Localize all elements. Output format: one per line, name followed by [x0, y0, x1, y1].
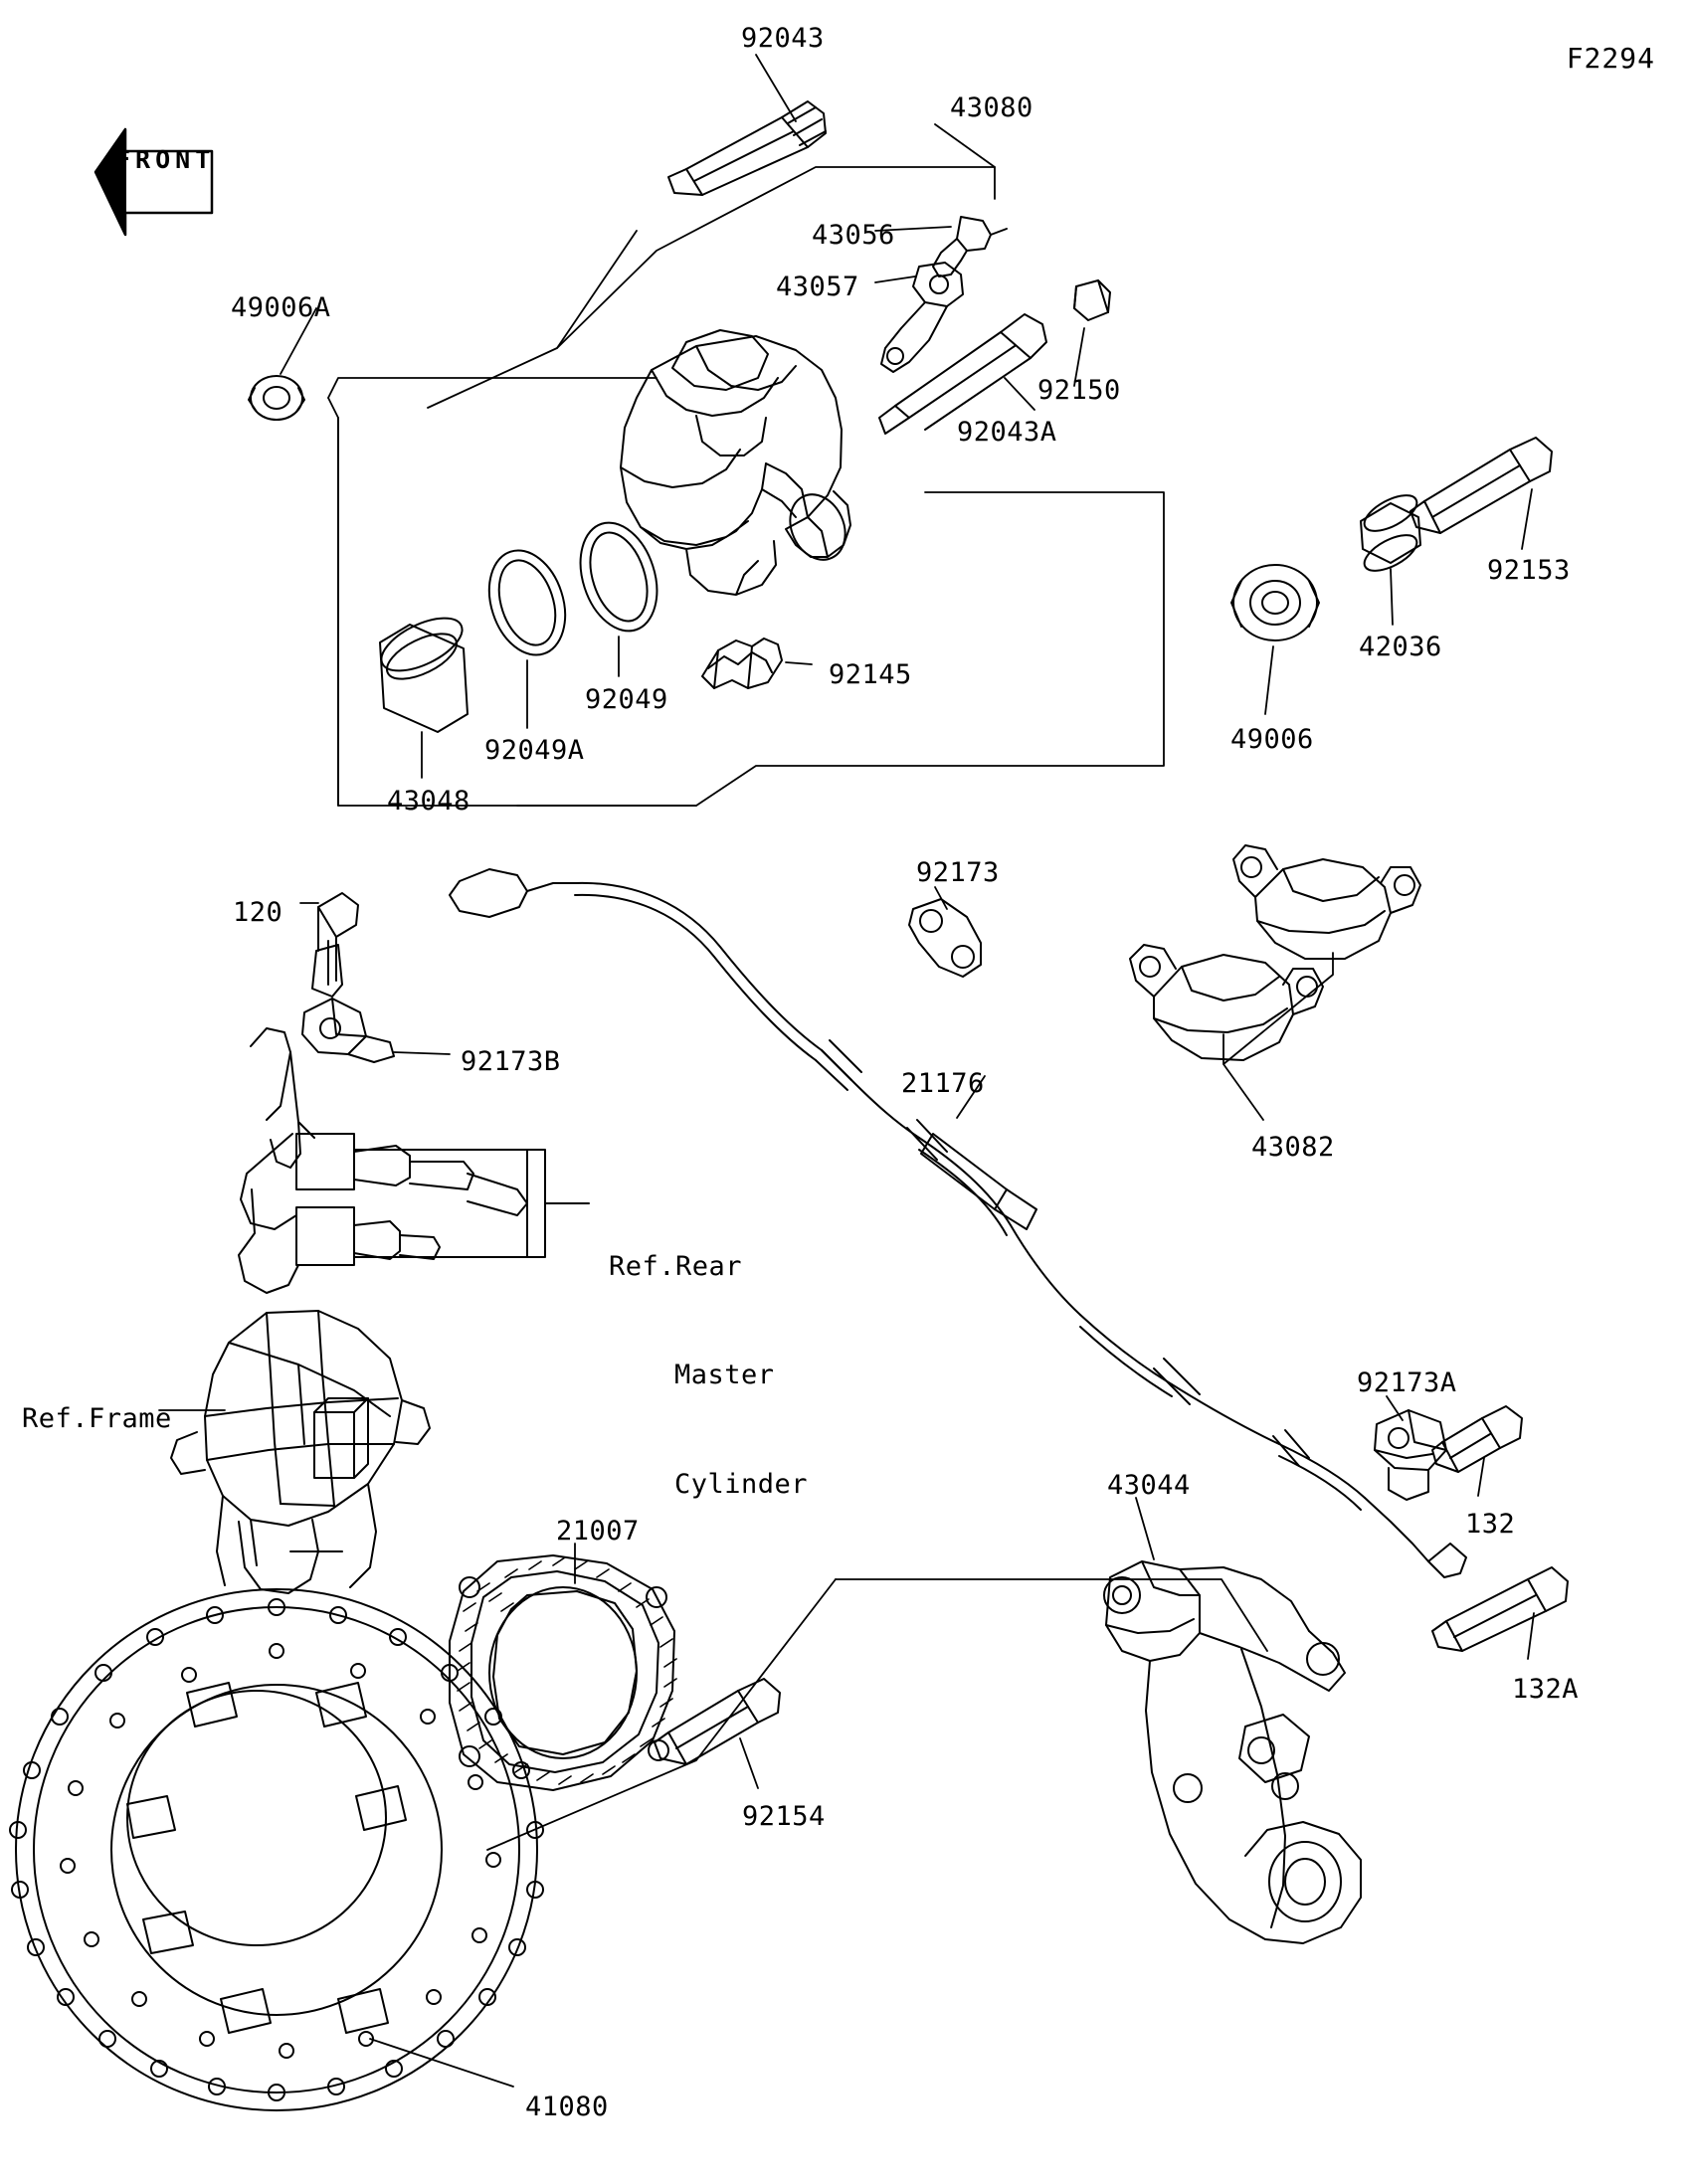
part-label-92043a[interactable]: 92043A [957, 417, 1057, 448]
caliper-slide-bolt [668, 101, 826, 195]
plug-92150 [1074, 280, 1110, 320]
bolt-120 [312, 893, 358, 997]
dust-seal-49006 [1231, 565, 1319, 640]
part-label-21007[interactable]: 21007 [556, 1516, 640, 1547]
part-label-43056[interactable]: 43056 [812, 220, 895, 251]
part-label-49006[interactable]: 49006 [1230, 724, 1314, 755]
caliper-holder-43044 [1104, 1561, 1361, 1943]
part-label-92043[interactable]: 92043 [741, 23, 825, 54]
part-label-43048[interactable]: 43048 [387, 786, 470, 817]
part-label-42036[interactable]: 42036 [1359, 632, 1442, 662]
hose-clamp-92173b [302, 999, 394, 1062]
collar-42036 [1359, 488, 1421, 578]
part-label-92049a[interactable]: 92049A [484, 735, 585, 766]
sensor-bracket-92173a [1375, 1410, 1446, 1500]
seal-92049 [567, 513, 669, 641]
dust-seal-49006a [249, 376, 304, 420]
bolt-92153 [1410, 438, 1552, 533]
part-label-21176[interactable]: 21176 [901, 1068, 985, 1099]
diagram-code: F2294 [1566, 42, 1655, 75]
part-label-92153[interactable]: 92153 [1487, 555, 1571, 586]
part-label-92049[interactable]: 92049 [585, 684, 668, 715]
bleed-valve [933, 217, 1007, 276]
pulser-ring-21007 [450, 1555, 676, 1790]
reference-label-rear-master-cylinder[interactable] [609, 1177, 808, 1575]
part-label-132a[interactable]: 132A [1512, 1674, 1580, 1705]
part-label-43057[interactable]: 43057 [776, 272, 859, 302]
pad-spring-92145 [702, 638, 782, 688]
leader-lines-upper [281, 227, 1532, 778]
part-label-43082[interactable]: 43082 [1251, 1132, 1335, 1163]
part-label-92173[interactable]: 92173 [916, 857, 1000, 888]
part-label-92154[interactable]: 92154 [742, 1801, 826, 1832]
part-label-92173a[interactable]: 92173A [1357, 1367, 1457, 1398]
brake-pads-43082 [1130, 845, 1420, 1060]
part-label-92173b[interactable]: 92173B [461, 1046, 561, 1077]
part-label-43080[interactable]: 43080 [950, 92, 1033, 123]
part-label-120[interactable]: 120 [233, 897, 283, 928]
clamp-92173 [909, 899, 981, 977]
ref-frame-art [171, 1311, 430, 1593]
seal-92049a [476, 541, 578, 665]
part-label-49006a[interactable]: 49006A [231, 292, 331, 323]
ref-rmc-line1: Ref.Rear [609, 1250, 743, 1282]
reference-label-frame[interactable]: Ref.Frame [22, 1403, 172, 1434]
bolt-92154 [655, 1679, 780, 1764]
part-label-43044[interactable]: 43044 [1107, 1470, 1191, 1501]
front-badge-label: FRONT [115, 145, 216, 174]
rear-caliper-body [621, 330, 855, 595]
part-label-41080[interactable]: 41080 [525, 2092, 609, 2122]
ref-rmc-line2: Master [674, 1360, 775, 1391]
part-label-92145[interactable]: 92145 [829, 659, 912, 690]
bolt-132a [1432, 1567, 1568, 1651]
part-label-92150[interactable]: 92150 [1037, 375, 1121, 406]
front-direction-badge [88, 111, 217, 201]
ref-rmc-line3: Cylinder [674, 1468, 809, 1500]
part-label-132[interactable]: 132 [1465, 1509, 1516, 1540]
piston-43048 [374, 608, 470, 732]
bolt-132 [1432, 1406, 1522, 1472]
